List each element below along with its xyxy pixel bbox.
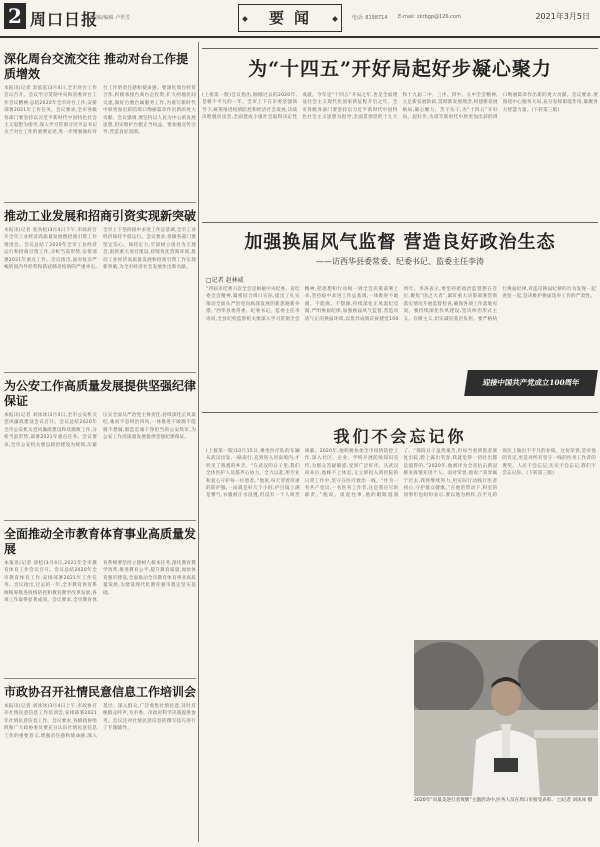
left-article-headline: 推动工业发展和招商引资实现新突破 [4, 202, 196, 227]
left-article-4 [4, 520, 196, 678]
article-2-body: “四届市纪委六次全会是根据中央纪委、省纪委全会精神,紧密结合周口实际,提出了扎实推动全面从严治党向纵深发展的新思路新举措。”西华县委常委、纪委书记、监委主任李涛说,全县纪检监察机关要深入学习贯彻全会精神,把思想和行动统一到全会决策部署上来,坚持稳中求进工作总基调,一体推进不敢腐、不能腐、不想腐,持续深化正风肃纪反腐,严明换届纪律,加强换届风气监督,营造风清气正的换届环境,以优异成绩庆祝建党100周年。李涛表示,要坚持把政治监督摆在首位,聚焦“国之大者”,紧盯重大决策部署贯彻落实情况开展监督检查,确保各项工作落地见效。要持续深化作风建设,坚决纠治形式主义、官僚主义,切实减轻基层负担。要严格执行换届纪律,对违反换届纪律的行为发现一起查处一起,坚决维护换届选举工作的严肃性。 [206, 287, 596, 322]
photo-caption: 2020年“向最美逆行者致敬”主题活动中,医务人员在周口市接受表彰。 □记者 刘冰冰 摄 [414, 798, 593, 803]
article-2-subheadline: ——访西华县委常委、纪委书记、监委主任李涛 [316, 257, 484, 266]
rule [202, 412, 598, 413]
rule [202, 48, 598, 49]
left-article-body: 本报讯(记者 徐松)3月4日,2021年全市教育体育工作会议召开。会议总结2020年全市教育体育工作,安排部署2021年工作任务。会议指出,过去的一年,全市教育体育系统统筹推进疫情防控和教育教学改革发展,各项工作取得显著成效。会议要求,全市教育体育系统要坚持立德树人根本任务,深化教育教学改革,推进教育公平,提升教育质量,加快体育强市建设,全面推动全市教育体育事业高质量发展,为建设现代化教育强市奠定坚实基础。 [4, 561, 196, 604]
centenary-banner: 迎接中国共产党成立100周年 [464, 370, 598, 396]
article-1-headline: 为“十四五”开好局起好步凝心聚力 [248, 58, 552, 80]
email-line: E-mail: zkrbgp@126.com [398, 14, 461, 20]
news-photo [414, 640, 598, 796]
section-title: 要闻 [238, 4, 342, 32]
article-3-body: (上接第一版)10月15日,乘坐医疗队的车辆从武汉出发,一路南行,直到进入河南境内,才听见了熟悉的乡音。“在武汉的日子里,我们全体医护人员都齐心协力、全力以赴,用专业和爱心守护每一位患者。”他说,每天穿着厚重的防护服,一站就是好几个小时,护目镜上满是雾气,衣服被汗水浸透,但没有一个人叫苦叫累。2020年,他积极参加全市疫情防控工作,深入社区、企业、学校开展防疫知识宣传,为群众答疑解惑,受到广泛好评。从武汉回来后,他顾不上休息,又立即投入到医院的日常工作中,坚守在医疗救治一线。“作为一名共产党员,一名医务工作者,这是我应尽的职责。”他说。谈起往事,他的眼眶湿润了。“那段日子虽然艰苦,但每当看到患者康复出院,脸上露出笑容,我就觉得一切付出都是值得的。”2020年,他被评为全省抗击新冠肺炎疫情先进个人。面对荣誉,他说:“荣誉属于过去,我将继续努力,用实际行动践行医者初心,守护群众健康。”在他的带动下,科室的同事们也纷纷表示,要以他为榜样,在平凡的岗位上做出不平凡的业绩。这份荣誉,是对他的肯定,更是对所有坚守一线的医务工作者的褒奖。人民不会忘记,历史不会忘记,我们不会忘记你。(下转第三版) [206, 449, 596, 499]
article-2-headline: 加强换届风气监督 营造良好政治生态 [244, 232, 556, 253]
left-article-1 [4, 42, 196, 202]
masthead [0, 0, 600, 38]
left-article-body: 本报讯(记者 刘冰冰)3月4日,全市公安机关党风廉政建设会议召开。会议总结2020年全市公安机关党风廉政建设和反腐败工作,分析当前形势,部署2021年重点任务。会议要求,全市公安机关要以政治建设为统领,压紧压实全面从严治党主体责任,持续深化正风肃纪,驰而不息纠治四风,一体推进不敢腐不能腐不想腐,锻造忠诚干净担当的公安铁军,为公安工作高质量发展提供坚强纪律保证。 [4, 413, 196, 448]
editor-line: 编辑/编辑 卢世芳 [92, 15, 131, 21]
issue-date: 2021年3月5日 [535, 12, 590, 21]
phone-line: 电话: 8198714 [352, 15, 388, 21]
article-2-byline: □记者 赵林威 [206, 277, 244, 284]
left-article-headline: 全面推动全市教育体育事业高质量发展 [4, 520, 196, 560]
left-article-2 [4, 202, 196, 372]
left-article-5 [4, 678, 196, 838]
article-3-headline: 我们不会忘记你 [333, 427, 467, 446]
left-news-column [4, 42, 196, 842]
page-number: 2 [4, 3, 26, 29]
column-divider [198, 42, 199, 842]
paper-name: 周口日报 [30, 10, 99, 29]
left-article-body: 本报讯(记者 余依依)3月4日,全市对台工作会议召开。会议学习贯彻中央和省委对台工作会议精神,总结2020年全市对台工作,安排部署2021年工作任务。会议要求,全市各级各部门要坚持以习近平新时代中国特色社会主义思想为指导,深入学习贯彻习近平总书记关于对台工作的重要论述,进一步增强做好对台工作的责任感和使命感。要深化周台经贸合作,积极承接台商台企投资,扩大两地民间交流,做好台胞台属服务工作,为谱写新时代中原更加出彩的周口绚丽篇章作出新的更大贡献。会议强调,要坚持以人民为中心的发展思想,切实维护台胞正当权益。要加强宣传引导,营造良好氛围。 [4, 86, 196, 136]
article-1-body: (上接第一版)会议指出,刚刚过去的2020年,是极不平凡的一年。全市上下在市委坚强领导下,统筹推进疫情防控和经济社会发展,决战决胜脱贫攻坚,全面建成小康社会取得决定性成就。今年是“十四五”开局之年,也是全面建设社会主义现代化国家新征程开启之年。全市各级各部门要坚持以习近平新时代中国特色社会主义思想为指导,全面贯彻党的十九大和十九届二中、三中、四中、五中全会精神,立足新发展阶段,贯彻新发展理念,构建新发展格局,凝心聚力、苦干实干,为“十四五”开好局、起好步,为谱写新时代中原更加出彩的周口绚丽篇章作出新的更大贡献。会议要求,要围绕中心服务大局,充分发挥职能作用,凝聚各方智慧力量。(下转第三版) [202, 93, 598, 121]
rule [202, 222, 598, 223]
left-article-headline: 为公安工作高质量发展提供坚强纪律保证 [4, 372, 196, 412]
left-article-body: 本报讯(记者 张劲松)3月4日下午,市政府召开全市工业经济高质量发展暨招商引资工作推进会。会议总结了2020年全市工业经济运行和招商引资工作,分析当前形势,安排部署2021年重点工作。会议指出,面对复杂严峻的国内外形势和新冠肺炎疫情的严重冲击,全市上下坚持稳中求进工作总基调,全市工业经济保持平稳运行。会议要求,各级各部门要坚定信心、保持定力,牢固树立项目为王理念,狠抓重大项目建设,持续优化营商环境,推动工业经济高质量发展和招商引资工作实现新突破,为全市经济社会发展作出新贡献。 [4, 228, 196, 271]
left-article-headline: 深化周台交流交往 推动对台工作提质增效 [4, 52, 189, 81]
left-article-body: 本报讯(记者 刘冰冰)3月4日上午,市政协召开社情民意信息工作培训会,安排部署2021年社情民意信息工作。会议要求,各级政协组织和广大政协委员要充分认识社情民意信息工作的重要意义,增强责任感和使命感,深入基层、深入群众,广泛收集社情民意,及时反映群众呼声,为市委、市政府科学决策提供参考。会议还对社情民意信息的撰写技巧进行了专题辅导。 [4, 704, 196, 739]
left-article-headline: 市政协召开社情民意信息工作培训会 [4, 678, 196, 703]
left-article-3 [4, 372, 196, 520]
